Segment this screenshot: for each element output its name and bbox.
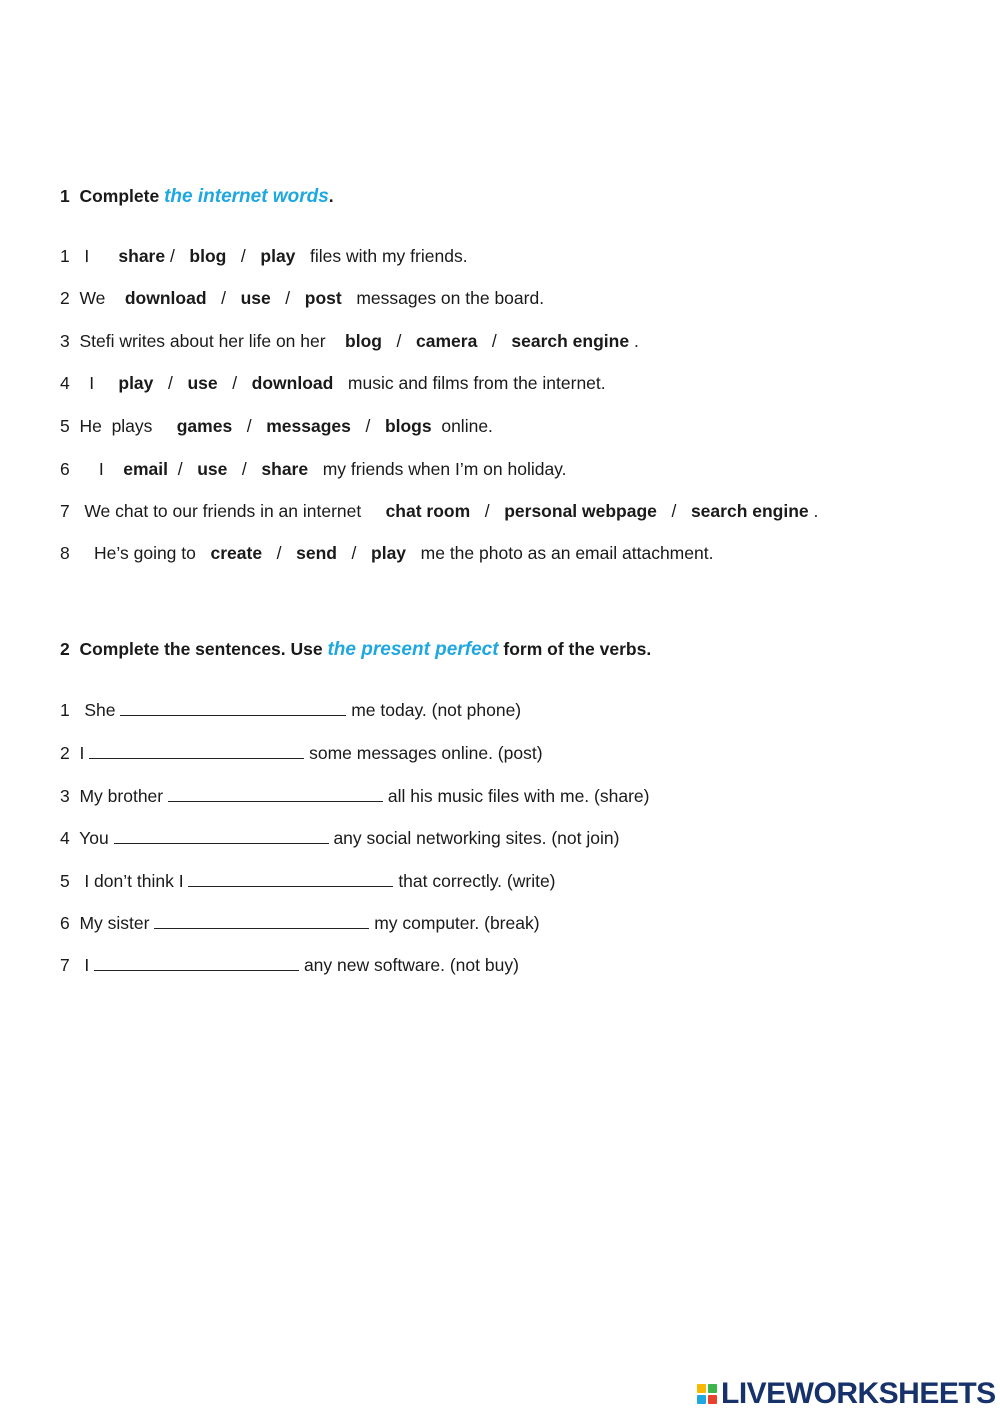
s1-item-6: 6 I email / use / share my friends when I’m on holiday. bbox=[60, 459, 567, 479]
item-number: 6 bbox=[60, 913, 70, 933]
option[interactable]: use bbox=[197, 459, 228, 479]
item-number: 8 bbox=[60, 543, 70, 563]
item-text: messages on the board. bbox=[356, 288, 545, 308]
section1-heading-suffix: . bbox=[328, 186, 334, 206]
s1-item-3: 3 Stefi writes about her life on her blog / camera / search engine . bbox=[60, 331, 639, 351]
item-text: me the photo as an email attachment. bbox=[420, 543, 714, 563]
s2-item-1 bbox=[60, 701, 521, 720]
item-number: 3 bbox=[60, 331, 70, 351]
s2-item-5 bbox=[60, 872, 556, 891]
item-number: 4 bbox=[60, 373, 70, 393]
s2-item-2 bbox=[60, 744, 543, 763]
item-text: I bbox=[84, 955, 90, 975]
section2-heading-suffix: form of the verbs. bbox=[503, 639, 652, 659]
item-text: I bbox=[98, 459, 104, 479]
section1-heading bbox=[60, 186, 334, 208]
answer-blank[interactable] bbox=[154, 914, 369, 929]
answer-blank[interactable] bbox=[168, 787, 383, 802]
logo-mark-icon bbox=[697, 1384, 717, 1404]
option[interactable]: send bbox=[296, 543, 337, 563]
item-number: 5 bbox=[60, 871, 70, 891]
option[interactable]: personal webpage bbox=[504, 501, 657, 521]
item-text: We bbox=[79, 288, 106, 308]
item-text: any social networking sites. (not join) bbox=[333, 828, 620, 848]
option[interactable]: download bbox=[124, 288, 207, 308]
item-text: He’s going to bbox=[94, 543, 196, 563]
s2-item-7 bbox=[60, 956, 519, 975]
answer-blank[interactable] bbox=[114, 829, 329, 844]
item-number: 6 bbox=[60, 459, 70, 479]
item-number: 3 bbox=[60, 786, 70, 806]
item-text: I bbox=[84, 246, 90, 266]
option[interactable]: camera bbox=[416, 331, 478, 351]
item-number: 4 bbox=[60, 828, 70, 848]
item-text: Stefi writes about her life on her bbox=[79, 331, 326, 351]
item-text: You bbox=[79, 828, 109, 848]
option[interactable]: email bbox=[123, 459, 168, 479]
item-number: 2 bbox=[60, 743, 70, 763]
item-text: me today. (not phone) bbox=[351, 700, 522, 720]
section1-number: 1 bbox=[60, 186, 70, 206]
answer-blank[interactable] bbox=[89, 744, 304, 759]
option[interactable]: search engine bbox=[511, 331, 630, 351]
item-number: 1 bbox=[60, 700, 70, 720]
item-text: some messages online. (post) bbox=[309, 743, 543, 763]
item-number: 2 bbox=[60, 288, 70, 308]
item-text: my computer. (break) bbox=[374, 913, 540, 933]
s2-item-6 bbox=[60, 914, 540, 933]
option[interactable]: share bbox=[261, 459, 309, 479]
option[interactable]: play bbox=[118, 373, 154, 393]
s2-item-4 bbox=[60, 829, 619, 848]
item-text: . bbox=[813, 501, 819, 521]
logo-square bbox=[697, 1395, 706, 1404]
item-number: 5 bbox=[60, 416, 70, 436]
item-text: . bbox=[633, 331, 639, 351]
option[interactable]: blog bbox=[345, 331, 382, 351]
section1-heading-prefix: Complete bbox=[79, 186, 160, 206]
item-text: any new software. (not buy) bbox=[303, 955, 519, 975]
item-text: We chat to our friends in an internet bbox=[84, 501, 362, 521]
item-text: My brother bbox=[79, 786, 164, 806]
s1-item-5: 5 He plays games / messages / blogs online. bbox=[60, 416, 493, 436]
item-text: online. bbox=[441, 416, 493, 436]
answer-blank[interactable] bbox=[120, 701, 346, 716]
option[interactable]: use bbox=[187, 373, 218, 393]
option[interactable]: games bbox=[176, 416, 233, 436]
item-text: She bbox=[84, 700, 116, 720]
option[interactable]: use bbox=[240, 288, 271, 308]
s1-item-7: 7 We chat to our friends in an internet chat room / personal webpage / search engine . bbox=[60, 501, 819, 521]
s1-item-8: 8 He’s going to create / send / play me the photo as an email attachment. bbox=[60, 543, 714, 563]
option[interactable]: download bbox=[251, 373, 334, 393]
item-text: I don’t think I bbox=[84, 871, 184, 891]
option[interactable]: search engine bbox=[690, 501, 809, 521]
logo-square bbox=[708, 1395, 717, 1404]
item-text: all his music files with me. (share) bbox=[387, 786, 650, 806]
answer-blank[interactable] bbox=[94, 956, 299, 971]
item-text: My sister bbox=[79, 913, 150, 933]
option[interactable]: play bbox=[260, 246, 296, 266]
item-text: music and films from the internet. bbox=[347, 373, 606, 393]
section1-heading-highlight: the internet words bbox=[164, 186, 329, 207]
option[interactable]: messages bbox=[266, 416, 351, 436]
option[interactable]: create bbox=[210, 543, 263, 563]
option[interactable]: chat room bbox=[385, 501, 471, 521]
s1-item-1: 1 I share / blog / play files with my friends. bbox=[60, 246, 468, 266]
section2-heading bbox=[60, 639, 651, 661]
s1-item-4: 4 I play / use / download music and films from the internet. bbox=[60, 373, 606, 393]
section2-heading-prefix: Complete the sentences. Use bbox=[79, 639, 323, 659]
item-text: I bbox=[89, 373, 95, 393]
section2-number: 2 bbox=[60, 639, 70, 659]
item-text: that correctly. (write) bbox=[398, 871, 556, 891]
item-number: 7 bbox=[60, 955, 70, 975]
liveworksheets-logo bbox=[697, 1378, 996, 1410]
logo-square bbox=[697, 1384, 706, 1393]
item-text: He plays bbox=[79, 416, 153, 436]
item-text: I bbox=[79, 743, 85, 763]
option[interactable]: share bbox=[118, 246, 166, 266]
logo-square bbox=[708, 1384, 717, 1393]
option[interactable]: post bbox=[304, 288, 342, 308]
s1-item-2: 2 We download / use / post messages on the board. bbox=[60, 288, 545, 308]
option[interactable]: blog bbox=[189, 246, 227, 266]
answer-blank[interactable] bbox=[188, 872, 393, 887]
item-text: files with my friends. bbox=[310, 246, 468, 266]
option[interactable]: blogs bbox=[384, 416, 432, 436]
item-number: 7 bbox=[60, 501, 70, 521]
item-number: 1 bbox=[60, 246, 70, 266]
section2-heading-highlight: the present perfect bbox=[327, 639, 499, 660]
option[interactable]: play bbox=[371, 543, 407, 563]
item-text: my friends when I’m on holiday. bbox=[322, 459, 567, 479]
s2-item-3 bbox=[60, 787, 649, 806]
logo-text: LIVEWORKSHEETS bbox=[721, 1377, 996, 1410]
